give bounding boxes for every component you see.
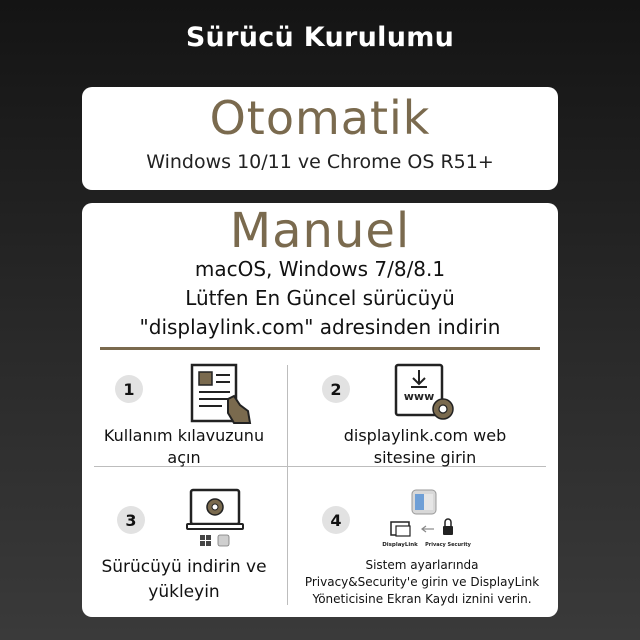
- step-1-text-line-2: açın: [167, 448, 201, 467]
- manual-heading: Manuel: [229, 203, 411, 259]
- grid-vertical-divider: [287, 365, 288, 605]
- step-3-text-line-2: yükleyin: [148, 582, 220, 602]
- step-4-text-line-3: Yöneticisine Ekran Kaydı iznini verin.: [312, 592, 532, 606]
- step-2-text-line-1: displaylink.com web: [343, 426, 507, 445]
- www-label: www: [403, 390, 435, 403]
- gold-divider: [100, 347, 540, 350]
- step-2-number: 2: [322, 375, 350, 403]
- step-3-number: 3: [117, 506, 145, 534]
- step-1-text: [84, 425, 284, 469]
- manual-line-3: "displaylink.com" adresinden indirin: [139, 315, 501, 339]
- step-1-text-line-1: Kullanım kılavuzunu: [103, 426, 265, 445]
- manual-card: [82, 203, 558, 617]
- manual-line-2: Lütfen En Güncel sürücüyü: [185, 286, 455, 310]
- step-3-text-line-1: Sürücüyü indirin ve: [101, 557, 267, 577]
- step-4-text-line-1: Sistem ayarlarında: [365, 558, 479, 572]
- privacy-settings-icon: [382, 489, 474, 551]
- step-4-text: [289, 557, 555, 608]
- automatic-subtitle: Windows 10/11 ve Chrome OS R51+: [146, 151, 494, 173]
- displaylink-label: DisplayLink: [382, 542, 418, 548]
- privacy-security-label: Privacy Security: [425, 542, 471, 548]
- automatic-heading: Otomatik: [209, 91, 431, 145]
- automatic-card: [82, 87, 558, 190]
- step-3-text: [84, 555, 284, 605]
- manual-line-1: macOS, Windows 7/8/8.1: [194, 257, 446, 281]
- manual-document-icon: [188, 363, 258, 425]
- step-4-number: 4: [322, 506, 350, 534]
- step-4-text-line-2: Privacy&Security'e girin ve DisplayLink: [304, 575, 540, 589]
- laptop-install-icon: [186, 487, 244, 551]
- page-title: Sürücü Kurulumu: [185, 22, 455, 53]
- step-1-number: 1: [115, 375, 143, 403]
- step-2-text-line-2: sitesine girin: [373, 448, 477, 467]
- website-download-icon: [392, 363, 458, 423]
- step-2-text: [292, 425, 558, 469]
